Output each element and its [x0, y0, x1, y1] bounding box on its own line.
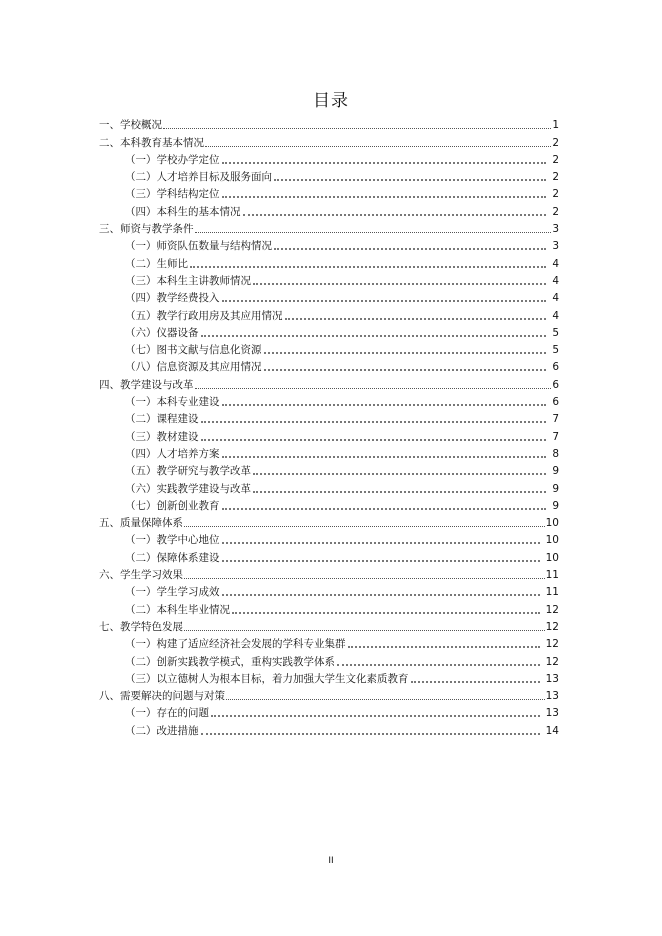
dot-leader	[222, 594, 540, 596]
toc-entry-page: 4	[552, 274, 559, 287]
toc-entry-label: （六）仪器设备	[125, 326, 199, 339]
toc-entry-page: 5	[552, 344, 559, 357]
toc-entry-page: 11	[545, 569, 559, 582]
toc-section-entry[interactable]	[99, 409, 559, 426]
toc-section-entry[interactable]	[99, 357, 559, 374]
toc-entry-label: 五、质量保障体系	[99, 517, 183, 530]
dot-leader	[163, 128, 551, 129]
toc-entry-page: 10	[545, 517, 559, 530]
toc-section-entry[interactable]	[99, 184, 559, 201]
toc-section-entry[interactable]	[99, 478, 559, 495]
dot-leader	[274, 248, 546, 250]
toc-entry-label: （二）生师比	[125, 257, 188, 270]
toc-section-entry[interactable]	[99, 461, 559, 478]
table-of-contents	[99, 115, 559, 738]
dot-leader	[285, 318, 547, 320]
page-number: II	[328, 856, 334, 866]
toc-section-entry[interactable]	[99, 582, 559, 599]
dot-leader	[264, 352, 547, 354]
toc-chapter-entry[interactable]	[99, 617, 559, 634]
toc-section-entry[interactable]	[99, 340, 559, 357]
toc-entry-page: 12	[545, 638, 559, 651]
toc-section-entry[interactable]	[99, 444, 559, 461]
toc-section-entry[interactable]	[99, 323, 559, 340]
toc-entry-label: 二、本科教育基本情况	[99, 136, 204, 149]
toc-entry-page: 7	[552, 413, 559, 426]
toc-section-entry[interactable]	[99, 547, 559, 564]
toc-section-entry[interactable]	[99, 496, 559, 513]
toc-section-entry[interactable]	[99, 599, 559, 616]
toc-entry-page: 1	[552, 119, 559, 132]
toc-entry-page: 3	[552, 240, 559, 253]
dot-leader	[222, 560, 540, 562]
toc-section-entry[interactable]	[99, 288, 559, 305]
toc-entry-label: 八、需要解决的问题与对策	[99, 690, 225, 703]
dot-leader	[253, 283, 546, 285]
dot-leader	[222, 300, 547, 302]
dot-leader	[232, 612, 540, 614]
toc-chapter-entry[interactable]	[99, 115, 559, 132]
toc-entry-label: （一）学校办学定位	[125, 153, 220, 166]
toc-chapter-entry[interactable]	[99, 219, 559, 236]
toc-entry-page: 8	[552, 447, 559, 460]
dot-leader	[222, 542, 540, 544]
dot-leader	[264, 369, 547, 371]
dot-leader	[222, 508, 547, 510]
toc-entry-page: 13	[545, 690, 559, 703]
toc-entry-page: 11	[545, 586, 559, 599]
toc-entry-label: 四、教学建设与改革	[99, 378, 194, 391]
toc-entry-page: 9	[552, 482, 559, 495]
toc-entry-label: （三）本科生主讲教师情况	[125, 274, 251, 287]
toc-entry-label: （一）存在的问题	[125, 707, 209, 720]
toc-entry-page: 9	[552, 499, 559, 512]
toc-section-entry[interactable]	[99, 703, 559, 720]
toc-entry-page: 5	[552, 326, 559, 339]
dot-leader	[222, 456, 547, 458]
dot-leader	[195, 232, 552, 233]
toc-entry-label: 七、教学特色发展	[99, 620, 183, 633]
toc-entry-label: （五）教学行政用房及其应用情况	[125, 309, 283, 322]
dot-leader	[201, 439, 547, 441]
toc-entry-page: 6	[552, 378, 559, 391]
toc-chapter-entry[interactable]	[99, 686, 559, 703]
toc-chapter-entry[interactable]	[99, 374, 559, 391]
toc-entry-page: 2	[552, 136, 559, 149]
toc-entry-page: 4	[552, 309, 559, 322]
toc-entry-label: （二）改进措施	[125, 724, 199, 737]
toc-entry-label: （七）图书文献与信息化资源	[125, 344, 262, 357]
dot-leader	[243, 214, 547, 216]
toc-entry-page: 12	[545, 655, 559, 668]
toc-entry-page: 10	[545, 551, 559, 564]
toc-entry-label: （二）本科生毕业情况	[125, 603, 230, 616]
toc-section-entry[interactable]	[99, 236, 559, 253]
toc-entry-page: 4	[552, 292, 559, 305]
toc-entry-page: 2	[552, 171, 559, 184]
toc-entry-page: 6	[552, 361, 559, 374]
toc-entry-label: （二）人才培养目标及服务面向	[125, 171, 272, 184]
toc-section-entry[interactable]	[99, 150, 559, 167]
toc-entry-label: （一）教学中心地位	[125, 534, 220, 547]
dot-leader	[226, 699, 545, 700]
toc-section-entry[interactable]	[99, 720, 559, 737]
dot-leader	[253, 473, 546, 475]
toc-entry-page: 12	[545, 603, 559, 616]
dot-leader	[211, 715, 540, 717]
toc-section-entry[interactable]	[99, 392, 559, 409]
dot-leader	[184, 578, 545, 579]
toc-entry-page: 13	[545, 707, 559, 720]
toc-section-entry[interactable]	[99, 167, 559, 184]
toc-entry-page: 12	[545, 620, 559, 633]
dot-leader	[195, 388, 552, 389]
toc-entry-label: （八）信息资源及其应用情况	[125, 361, 262, 374]
dot-leader	[201, 335, 547, 337]
dot-leader	[348, 646, 540, 648]
toc-entry-label: （五）教学研究与教学改革	[125, 465, 251, 478]
toc-section-entry[interactable]	[99, 530, 559, 547]
dot-leader	[337, 664, 540, 666]
toc-entry-label: （四）教学经费投入	[125, 292, 220, 305]
dot-leader	[253, 491, 546, 493]
dot-leader	[222, 162, 547, 164]
toc-entry-label: （二）创新实践教学模式，重构实践教学体系	[125, 655, 335, 668]
toc-entry-page: 9	[552, 465, 559, 478]
toc-entry-page: 2	[552, 153, 559, 166]
toc-entry-page: 10	[545, 534, 559, 547]
toc-entry-page: 3	[552, 223, 559, 236]
dot-leader	[274, 179, 546, 181]
dot-leader	[205, 146, 551, 147]
toc-section-entry[interactable]	[99, 651, 559, 668]
toc-chapter-entry[interactable]	[99, 565, 559, 582]
dot-leader	[201, 421, 547, 423]
toc-entry-label: （三）教材建设	[125, 430, 199, 443]
toc-chapter-entry[interactable]	[99, 513, 559, 530]
toc-entry-label: （三）学科结构定位	[125, 188, 220, 201]
toc-section-entry[interactable]	[99, 253, 559, 270]
toc-section-entry[interactable]	[99, 634, 559, 651]
toc-section-entry[interactable]	[99, 669, 559, 686]
toc-entry-label: （四）本科生的基本情况	[125, 205, 241, 218]
toc-entry-label: （三）以立德树人为根本目标，着力加强大学生文化素质教育	[125, 672, 409, 685]
toc-section-entry[interactable]	[99, 426, 559, 443]
toc-entry-label: （二）课程建设	[125, 413, 199, 426]
dot-leader	[222, 404, 547, 406]
dot-leader	[201, 733, 540, 735]
toc-entry-label: 三、师资与教学条件	[99, 223, 194, 236]
toc-entry-page: 2	[552, 205, 559, 218]
toc-section-entry[interactable]	[99, 201, 559, 218]
dot-leader	[411, 681, 540, 683]
toc-entry-label: （二）保障体系建设	[125, 551, 220, 564]
toc-title: 目录	[313, 91, 349, 111]
toc-section-entry[interactable]	[99, 305, 559, 322]
toc-entry-label: 一、学校概况	[99, 119, 162, 132]
toc-section-entry[interactable]	[99, 271, 559, 288]
toc-entry-label: （六）实践教学建设与改革	[125, 482, 251, 495]
toc-entry-label: （一）学生学习成效	[125, 586, 220, 599]
toc-entry-label: （一）本科专业建设	[125, 396, 220, 409]
toc-entry-label: （一）构建了适应经济社会发展的学科专业集群	[125, 638, 346, 651]
toc-entry-label: （一）师资队伍数量与结构情况	[125, 240, 272, 253]
toc-entry-page: 2	[552, 188, 559, 201]
toc-entry-page: 13	[545, 672, 559, 685]
dot-leader	[184, 630, 545, 631]
toc-entry-label: 六、学生学习效果	[99, 569, 183, 582]
toc-chapter-entry[interactable]	[99, 132, 559, 149]
dot-leader	[184, 526, 545, 527]
toc-entry-page: 4	[552, 257, 559, 270]
toc-entry-label: （七）创新创业教育	[125, 499, 220, 512]
toc-entry-page: 6	[552, 396, 559, 409]
dot-leader	[190, 266, 546, 268]
toc-entry-label: （四）人才培养方案	[125, 447, 220, 460]
toc-entry-page: 7	[552, 430, 559, 443]
dot-leader	[222, 196, 547, 198]
toc-entry-page: 14	[545, 724, 559, 737]
